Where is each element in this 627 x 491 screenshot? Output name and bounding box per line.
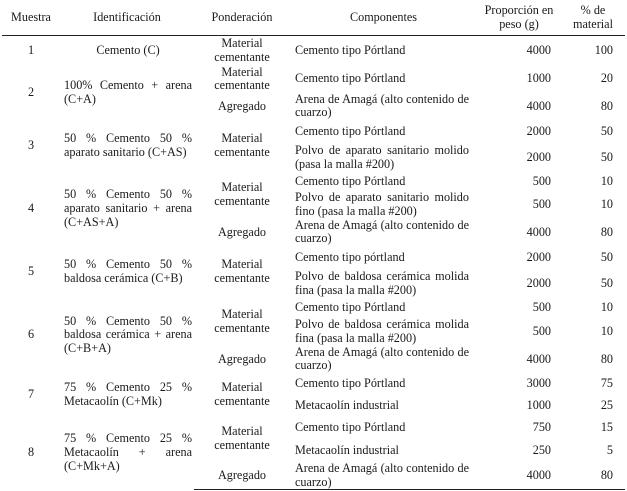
componente-cell: Cemento tipo Pórtland bbox=[295, 376, 406, 391]
proporcion-cell: 4000 bbox=[526, 98, 551, 113]
porcentaje-cell: 10 bbox=[600, 173, 613, 188]
porcentaje-cell: 50 bbox=[600, 149, 613, 164]
header-ponderacion: Ponderación bbox=[194, 0, 290, 36]
header-identificacion: Identificación bbox=[60, 0, 194, 36]
header-row bbox=[2, 0, 625, 36]
porcentaje-cell: 10 bbox=[600, 197, 613, 212]
header-muestra: Muestra bbox=[2, 0, 60, 36]
proporcion-cell: 500 bbox=[532, 173, 551, 188]
porcentaje-cell: 100 bbox=[594, 42, 613, 57]
proporcion-cell: 2000 bbox=[526, 124, 551, 139]
ponderacion-cell: Agregado bbox=[194, 462, 290, 490]
ponderacion-cell: Material cementante bbox=[214, 424, 270, 452]
ponderacion-cell: Material cementante bbox=[214, 64, 270, 93]
proporcion-cell: 1000 bbox=[526, 71, 551, 86]
porcentaje-cell: 10 bbox=[600, 300, 613, 315]
muestra-cell: 1 bbox=[27, 42, 35, 57]
proporcion-cell: 2000 bbox=[526, 149, 551, 164]
componente-cell: Cemento tipo Pórtland bbox=[295, 420, 406, 435]
header-componentes: Componentes bbox=[290, 0, 477, 36]
identificacion-cell: 50 % Cemento 50 % baldosa cerámica + arena (C+B+A) bbox=[64, 313, 192, 356]
ponderacion-cell: Material cementante bbox=[214, 180, 270, 209]
identificacion-cell: 50 % Cemento 50 % baldosa cerámica (C+B) bbox=[64, 257, 192, 285]
porcentaje-cell: 10 bbox=[600, 324, 613, 339]
table-row bbox=[2, 416, 625, 440]
identificacion-cell: Cemento (C) bbox=[96, 42, 160, 57]
componente-cell: Cemento tipo pórtland bbox=[295, 250, 405, 265]
porcentaje-cell: 80 bbox=[561, 462, 625, 490]
muestra-cell: 5 bbox=[27, 263, 35, 278]
porcentaje-cell: 5 bbox=[606, 443, 613, 458]
header-proporcion: Proporción en peso (g) bbox=[477, 0, 561, 36]
proporcion-cell: 500 bbox=[532, 197, 551, 212]
proporcion-cell: 4000 bbox=[526, 224, 551, 239]
componente-cell: Polvo de aparato sanitario molido fino (pasa la malla #200) bbox=[295, 190, 469, 219]
table-body bbox=[2, 36, 625, 490]
muestra-cell: 6 bbox=[27, 327, 35, 342]
muestra-cell: 4 bbox=[27, 200, 35, 215]
ponderacion-cell: Agregado bbox=[217, 98, 267, 113]
porcentaje-cell: 20 bbox=[600, 71, 613, 86]
muestra-cell: 8 bbox=[27, 445, 35, 460]
porcentaje-cell: 15 bbox=[600, 420, 613, 435]
proporcion-cell: 500 bbox=[532, 300, 551, 315]
proporcion-cell: 1000 bbox=[526, 397, 551, 412]
identificacion-cell: 100% Cemento + arena (C+A) bbox=[64, 78, 192, 106]
table-row bbox=[2, 66, 625, 93]
porcentaje-cell: 80 bbox=[600, 224, 613, 239]
componente-cell: Polvo de baldosa cerámica molida fina (pasa la malla #200) bbox=[295, 269, 469, 297]
proporcion-cell: 2000 bbox=[526, 275, 551, 290]
porcentaje-cell: 50 bbox=[600, 250, 613, 265]
muestra-cell: 3 bbox=[27, 137, 35, 152]
componente-cell: Polvo de baldosa cerámica molida fina (pasa la malla #200) bbox=[295, 317, 469, 346]
porcentaje-cell: 25 bbox=[600, 397, 613, 412]
componente-cell: Cemento tipo Pórtland bbox=[295, 124, 406, 139]
table-row bbox=[2, 36, 625, 66]
ponderacion-cell: Material cementante bbox=[214, 36, 270, 64]
table-row bbox=[2, 373, 625, 395]
identificacion-cell: 75 % Cemento 25 % Metacaolín (C+Mk) bbox=[64, 379, 192, 408]
componente-cell: Cemento tipo Pórtland bbox=[295, 71, 406, 86]
componente-cell: Arena de Amagá (alto contenido de cuarzo) bbox=[295, 91, 469, 120]
table-row bbox=[2, 297, 625, 318]
proporcion-cell: 4000 bbox=[526, 42, 551, 57]
identificacion-cell: 75 % Cemento 25 % Metacaolín + arena (C+Mk+A) bbox=[64, 431, 192, 473]
proporcion-cell: 4000 bbox=[526, 351, 551, 366]
proporcion-cell: 250 bbox=[532, 443, 551, 458]
proporcion-cell: 3000 bbox=[526, 376, 551, 391]
ponderacion-cell: Material cementante bbox=[214, 257, 270, 285]
proporcion-cell: 500 bbox=[532, 324, 551, 339]
componente-cell: Cemento tipo Pórtland bbox=[295, 42, 406, 57]
table-row bbox=[2, 120, 625, 144]
header-porcentaje: % de material bbox=[561, 0, 625, 36]
componente-cell: Polvo de aparato sanitario molido (pasa la malla #200) bbox=[295, 143, 469, 171]
componente-cell: Cemento tipo Pórtland bbox=[295, 173, 406, 188]
table-row bbox=[2, 246, 625, 270]
table-row bbox=[2, 171, 625, 191]
componente-cell: Arena de Amagá (alto contenido de cuarzo) bbox=[295, 217, 469, 246]
componente-cell: Metacaolín industrial bbox=[295, 443, 399, 458]
proporcion-cell: 4000 bbox=[477, 462, 561, 490]
porcentaje-cell: 50 bbox=[600, 275, 613, 290]
porcentaje-cell: 80 bbox=[600, 351, 613, 366]
ponderacion-cell: Agregado bbox=[217, 351, 267, 366]
componente-cell: Arena de Amagá (alto contenido de cuarzo) bbox=[290, 462, 477, 490]
ponderacion-cell: Material cementante bbox=[214, 379, 270, 408]
materials-table bbox=[2, 0, 625, 490]
proporcion-cell: 2000 bbox=[526, 250, 551, 265]
porcentaje-cell: 80 bbox=[600, 98, 613, 113]
componente-cell: Arena de Amagá (alto contenido de cuarzo) bbox=[295, 344, 469, 373]
componente-cell: Cemento tipo Pórtland bbox=[295, 300, 406, 315]
muestra-cell: 7 bbox=[27, 386, 35, 401]
muestra-cell: 2 bbox=[27, 84, 35, 99]
ponderacion-cell: Material cementante bbox=[214, 131, 270, 159]
identificacion-cell: 50 % Cemento 50 % aparato sanitario + arena (C+AS+A) bbox=[64, 187, 192, 229]
ponderacion-cell: Agregado bbox=[217, 224, 267, 239]
identificacion-cell: 50 % Cemento 50 % aparato sanitario (C+AS) bbox=[64, 131, 192, 159]
ponderacion-cell: Material cementante bbox=[214, 306, 270, 335]
componente-cell: Metacaolín industrial bbox=[295, 397, 399, 412]
porcentaje-cell: 50 bbox=[600, 124, 613, 139]
porcentaje-cell: 75 bbox=[600, 376, 613, 391]
proporcion-cell: 750 bbox=[532, 420, 551, 435]
